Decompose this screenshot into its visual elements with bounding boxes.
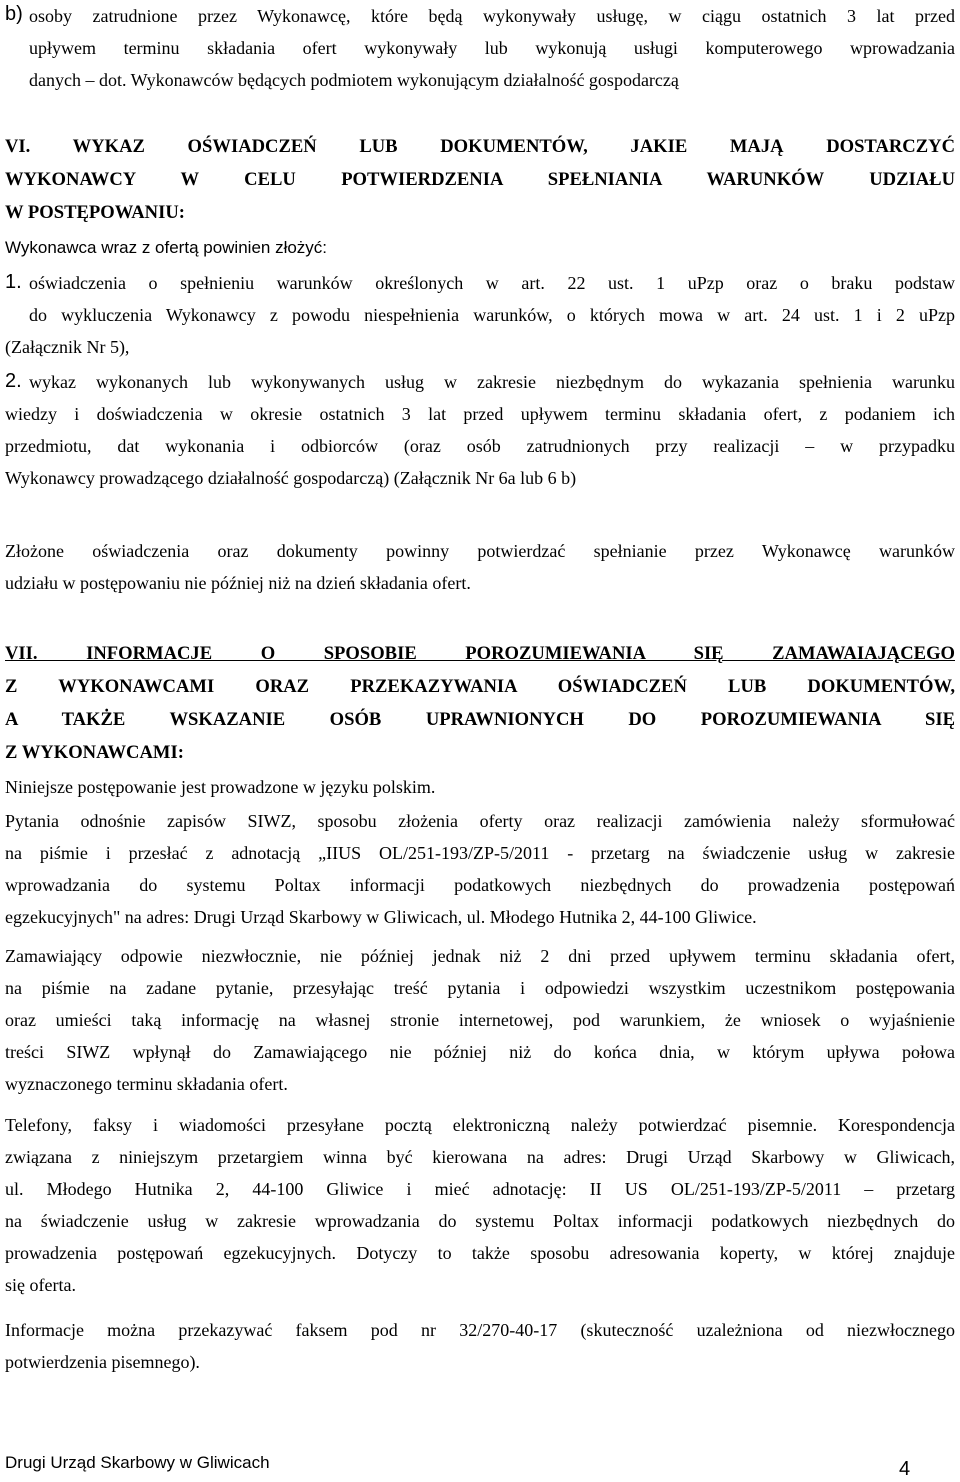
p4-line-6: się oferta. [5, 1275, 76, 1295]
p3-line-4: treści SIWZ wpłynął do Zamawiającego nie później niż do końca dnia, w którym upływa połowa [5, 1042, 955, 1062]
section-7-paragraph-2 [5, 805, 955, 933]
p5-line-2: potwierdzenia pisemnego). [5, 1352, 200, 1372]
p4-line-5: prowadzenia postępowań egzekucyjnych. Dotyczy to także sposobu adresowania koperty, w której znajduje [5, 1243, 955, 1263]
item-1-marker: 1. [5, 271, 22, 293]
item-b [5, 0, 955, 96]
section-6-item-2 [5, 366, 955, 494]
section-7-heading-line-3: A TAKŻE WSKAZANIE OSÓB UPRAWNIONYCH DO POROZUMIEWANIA SIĘ [5, 709, 955, 730]
section-6-item-1 [5, 267, 955, 363]
section-7-paragraph-3 [5, 940, 955, 1100]
p4-line-4: na świadczenie usług w zakresie wprowadzania do systemu Poltax informacji podatkowych niezbędnych do [5, 1211, 955, 1231]
item-1-line-1: oświadczenia o spełnieniu warunków określonych w art. 22 ust. 1 uPzp oraz o braku podstaw [29, 273, 955, 293]
p4-line-2: związana z niniejszym przetargiem winna być kierowana na adres: Drugi Urząd Skarbowy w Gliwicach, [5, 1147, 955, 1167]
item-2-marker: 2. [5, 370, 22, 392]
item-2-line-4: Wykonawcy prowadzącego działalność gospodarczą) (Załącznik Nr 6a lub 6 b) [5, 468, 577, 488]
p4-line-1: Telefony, faksy i wiadomości przesyłane pocztą elektroniczną należy potwierdzać pisemnie. Korespondencja [5, 1115, 955, 1135]
item-2-line-3: przedmiotu, dat wykonania i odbiorców (oraz osób zatrudnionych przy realizacji – w przypadku [5, 436, 955, 456]
section-6-intro: Wykonawca wraz z ofertą powinien złożyć: [5, 238, 328, 257]
section-6-closing [5, 535, 955, 599]
item-2-line-2: wiedzy i doświadczenia w okresie ostatnich 3 lat przed upływem terminu składania ofert, z podaniem ich [5, 404, 955, 424]
section-6-heading-line-1: VI. WYKAZ OŚWIADCZEŃ LUB DOKUMENTÓW, JAKIE MAJĄ DOSTARCZYĆ [5, 136, 955, 157]
p2-line-4: egzekucyjnych" na adres: Drugi Urząd Skarbowy w Gliwicach, ul. Młodego Hutnika 2, 44-100 Gliwice. [5, 907, 757, 927]
item-1-line-2: do wykluczenia Wykonawcy z powodu niespełnienia warunków, o których mowa w art. 24 ust. 1 i 2 uPzp [29, 305, 955, 325]
p3-line-1: Zamawiający odpowie niezwłocznie, nie później jednak niż 2 dni przed upływem terminu składania ofert, [5, 946, 955, 966]
p3-line-2: na piśmie na zadane pytanie, przesyłając treść pytania i odpowiedzi wszystkim uczestnikom postępowania [5, 978, 955, 998]
section-7-heading [5, 637, 955, 769]
p2-line-2: na piśmie i przesłać z adnotacją „IIUS OL/251-193/ZP-5/2011 - przetarg na świadczenie usług w zakresie [5, 843, 955, 863]
section-6-closing-line-1: Złożone oświadczenia oraz dokumenty powinny potwierdzać spełnianie przez Wykonawcę warunków [5, 541, 955, 561]
item-b-line-3: danych – dot. Wykonawców będących podmiotem wykonującym działalność gospodarczą [29, 70, 679, 90]
item-b-marker: b) [5, 3, 23, 25]
section-7-heading-line-2: Z WYKONAWCAMI ORAZ PRZEKAZYWANIA OŚWIADCZEŃ LUB DOKUMENTÓW, [5, 676, 955, 697]
item-b-line-2: upływem terminu składania ofert wykonywały lub wykonują usługi komputerowego wprowadzania [29, 38, 955, 58]
item-1-line-3: (Załącznik Nr 5), [5, 337, 130, 357]
p2-line-1: Pytania odnośnie zapisów SIWZ, sposobu złożenia oferty oraz realizacji zamówienia należy sformułować [5, 811, 955, 831]
p3-line-3: oraz umieści taką informację na własnej stronie internetowej, pod warunkiem, że wniosek o wyjaśnienie [5, 1010, 955, 1030]
section-6-closing-line-2: udziału w postępowaniu nie później niż na dzień składania ofert. [5, 573, 471, 593]
p5-line-1: Informacje można przekazywać faksem pod nr 32/270-40-17 (skuteczność uzależniona od niezwłocznego [5, 1320, 955, 1340]
p2-line-3: wprowadzania do systemu Poltax informacji podatkowych niezbędnych do prowadzenia postępowań [5, 875, 955, 895]
footer-page-number: 4 [899, 1458, 911, 1480]
item-b-line-1: osoby zatrudnione przez Wykonawcę, które będą wykonywały usługę, w ciągu ostatnich 3 lat przed [29, 6, 955, 26]
item-2-continuation [5, 398, 955, 494]
section-7-paragraph-4 [5, 1109, 955, 1301]
section-6-heading-line-3: W POSTĘPOWANIU: [5, 202, 185, 223]
section-7-paragraph-5 [5, 1314, 955, 1378]
footer-office-name: Drugi Urząd Skarbowy w Gliwicach [5, 1453, 270, 1472]
p3-line-5: wyznaczonego terminu składania ofert. [5, 1074, 288, 1094]
item-2-line-1: wykaz wykonanych lub wykonywanych usług w zakresie niezbędnym do wykazania spełnienia warunku [29, 372, 955, 392]
item-1-text [29, 267, 955, 331]
item-2-first-line-wrap [29, 366, 955, 398]
section-6-heading-line-2: WYKONAWCY W CELU POTWIERDZENIA SPEŁNIANIA WARUNKÓW UDZIAŁU [5, 169, 955, 190]
item-b-text [29, 0, 955, 96]
section-7-paragraph-1: Niniejsze postępowanie jest prowadzone w języku polskim. [5, 777, 436, 797]
section-7-heading-line-4: Z WYKONAWCAMI: [5, 742, 184, 763]
p4-line-3: ul. Młodego Hutnika 2, 44-100 Gliwice i mieć adnotację: II US OL/251-193/ZP-5/2011 – przetarg [5, 1179, 955, 1199]
section-6-heading [5, 130, 955, 229]
section-7-heading-line-1: VII. INFORMACJE O SPOSOBIE POROZUMIEWANIA SIĘ ZAMAWAIAJĄCEGO [5, 643, 955, 664]
